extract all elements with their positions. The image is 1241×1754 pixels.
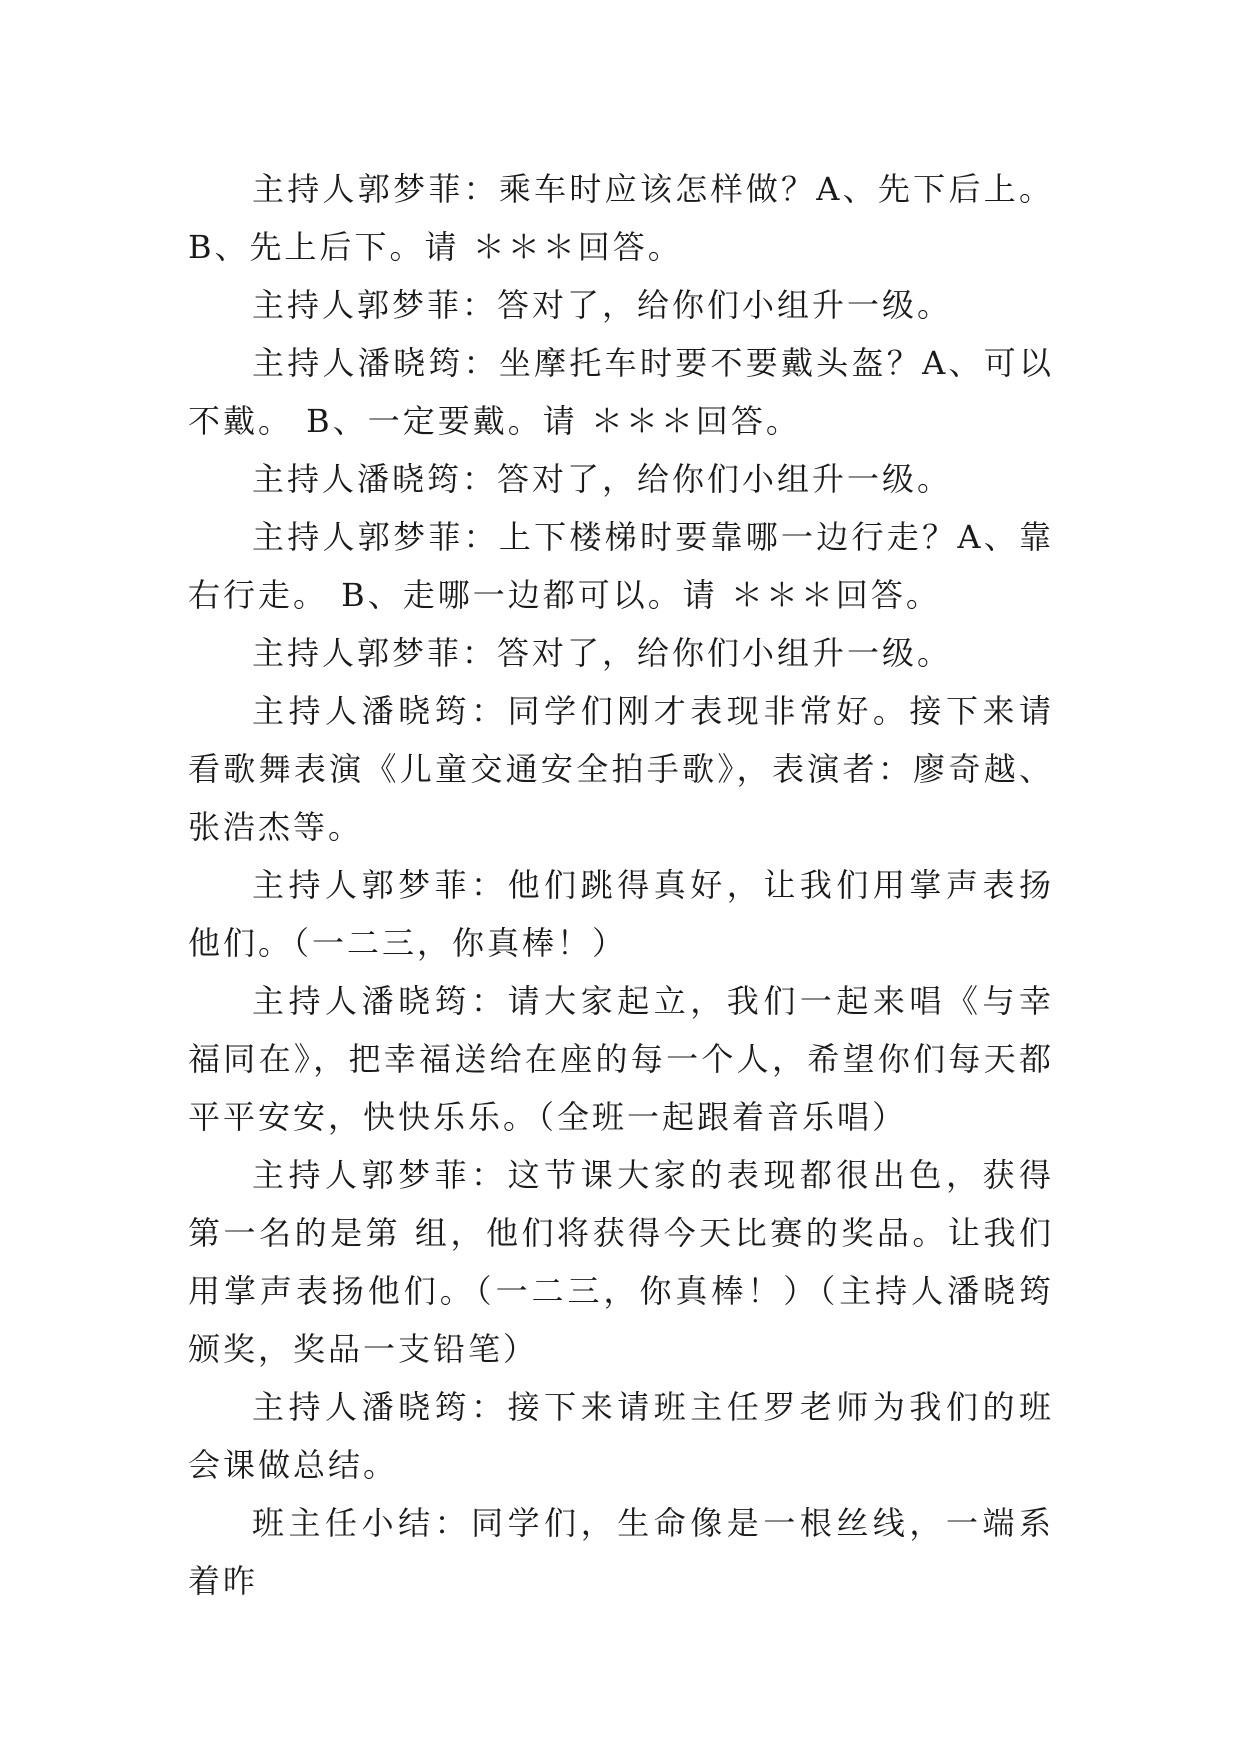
paragraph-1: 主持人郭梦菲：乘车时应该怎样做？A、先下后上。 B、先上后下。请 ＊＊＊回答。 (188, 170, 1054, 266)
paragraph-11: 主持人潘晓筠：接下来请班主任罗老师为我们的班会课做总结。 (188, 1388, 1054, 1484)
paragraph-2: 主持人郭梦菲：答对了，给你们小组升一级。 (252, 286, 953, 324)
paragraph-3: 主持人潘晓筠：坐摩托车时要不要戴头盔？A、可以不戴。 B、一定要戴。请 ＊＊＊回答。 (188, 344, 1054, 440)
paragraph-4: 主持人潘晓筠：答对了，给你们小组升一级。 (252, 460, 953, 498)
paragraph-8: 主持人郭梦菲：他们跳得真好，让我们用掌声表扬他们。（一二三，你真棒！） (188, 866, 1054, 962)
paragraph-10: 主持人郭梦菲：这节课大家的表现都很出色，获得第一名的是第 组，他们将获得今天比赛的奖品。让我们用掌声表扬他们。（一二三，你真棒！）（主持人潘晓筠颁奖，奖品一支铅笔） (188, 1156, 1054, 1368)
paragraph-7: 主持人潘晓筠：同学们刚才表现非常好。接下来请看歌舞表演《儿童交通安全拍手歌》，表演者：廖奇越、张浩杰等。 (188, 692, 1054, 846)
paragraph-12: 班主任小结：同学们，生命像是一根丝线，一端系着昨 (188, 1504, 1054, 1600)
document-body (188, 160, 1054, 1610)
paragraph-6: 主持人郭梦菲：答对了，给你们小组升一级。 (252, 634, 953, 672)
paragraph-9: 主持人潘晓筠：请大家起立，我们一起来唱《与幸福同在》，把幸福送给在座的每一个人，希望你们每天都平平安安，快快乐乐。（全班一起跟着音乐唱） (188, 982, 1054, 1136)
paragraph-5: 主持人郭梦菲：上下楼梯时要靠哪一边行走？A、靠右行走。 B、走哪一边都可以。请 ＊＊＊回答。 (188, 518, 1054, 614)
